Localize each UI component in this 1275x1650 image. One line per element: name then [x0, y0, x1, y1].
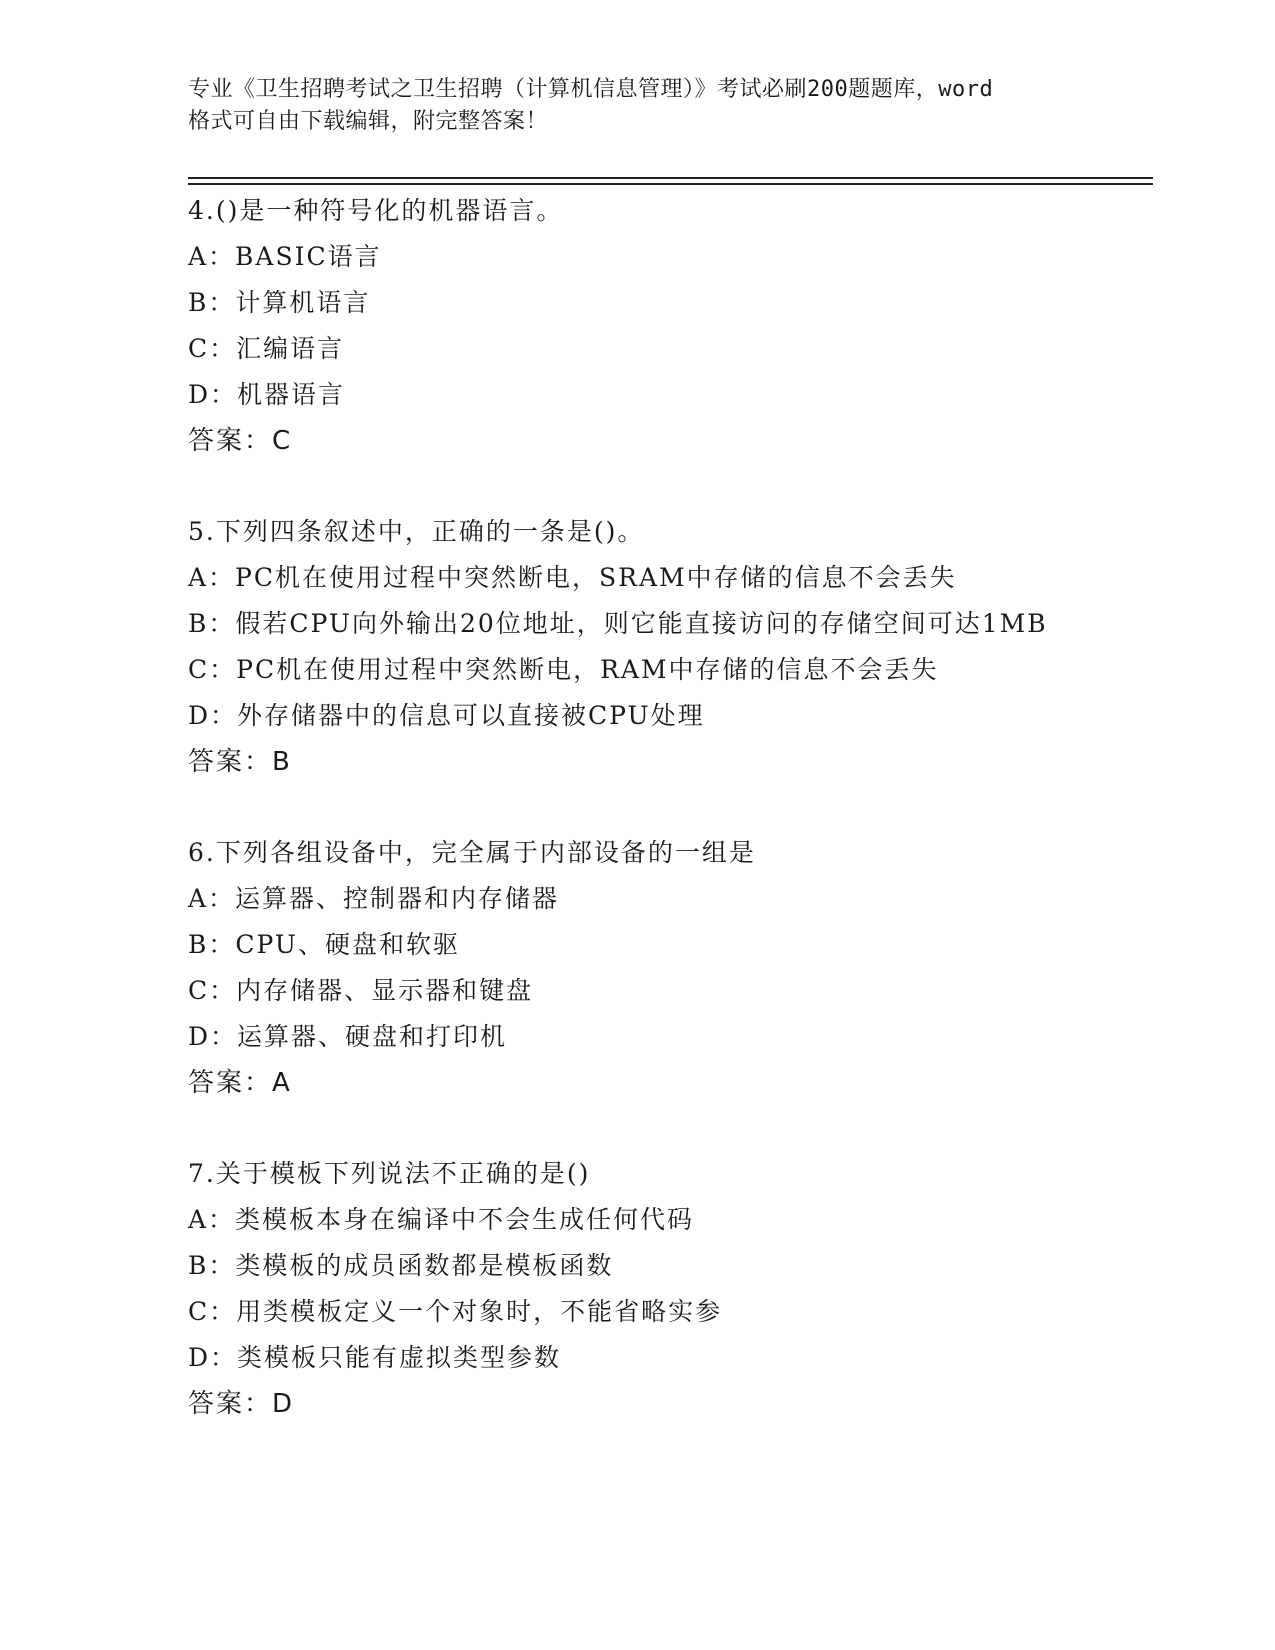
- option-b: B：类模板的成员函数都是模板函数: [188, 1251, 614, 1280]
- question-stem: 4.()是一种符号化的机器语言。: [188, 196, 564, 225]
- question-stem: 7.关于模板下列说法不正确的是(): [188, 1159, 591, 1188]
- option-a: A：类模板本身在编译中不会生成任何代码: [188, 1205, 695, 1234]
- answer-line: 答案：B: [188, 747, 292, 777]
- answer-line: 答案：D: [188, 1389, 295, 1419]
- question-item: [188, 509, 1188, 785]
- header-divider-bottom: [188, 183, 1153, 185]
- answer-line: 答案：A: [188, 1068, 292, 1098]
- option-b: B：CPU、硬盘和软驱: [188, 930, 460, 959]
- question-item: [188, 1151, 1188, 1427]
- question-stem: 6.下列各组设备中，完全属于内部设备的一组是: [188, 838, 756, 867]
- option-c: C：用类模板定义一个对象时，不能省略实参: [188, 1297, 723, 1326]
- question-spacer: [188, 1106, 1188, 1151]
- document-header: [188, 74, 1088, 138]
- question-list: [188, 188, 1188, 1427]
- option-d: D：外存储器中的信息可以直接被CPU处理: [188, 701, 705, 730]
- option-d: D：机器语言: [188, 380, 346, 409]
- question-spacer: [188, 785, 1188, 830]
- option-a: A：BASIC语言: [188, 242, 382, 271]
- question-item: [188, 830, 1188, 1106]
- header-line-1: 专业《卫生招聘考试之卫生招聘（计算机信息管理）》考试必刷200题题库，word: [188, 77, 994, 102]
- header-line-2: 格式可自由下载编辑，附完整答案！: [188, 109, 549, 134]
- option-a: A：PC机在使用过程中突然断电，SRAM中存储的信息不会丢失: [188, 563, 957, 592]
- option-a: A：运算器、控制器和内存储器: [188, 884, 560, 913]
- option-c: C：内存储器、显示器和键盘: [188, 976, 534, 1005]
- question-stem: 5.下列四条叙述中，正确的一条是()。: [188, 517, 645, 546]
- option-b: B：假若CPU向外输出20位地址，则它能直接访问的存储空间可达1MB: [188, 609, 1048, 638]
- option-b: B：计算机语言: [188, 288, 371, 317]
- header-divider-top: [188, 177, 1153, 179]
- question-item: [188, 188, 1188, 464]
- answer-line: 答案：C: [188, 426, 293, 456]
- question-spacer: [188, 464, 1188, 509]
- option-d: D：类模板只能有虚拟类型参数: [188, 1343, 562, 1372]
- option-c: C：PC机在使用过程中突然断电，RAM中存储的信息不会丢失: [188, 655, 939, 684]
- option-d: D：运算器、硬盘和打印机: [188, 1022, 508, 1051]
- option-c: C：汇编语言: [188, 334, 345, 363]
